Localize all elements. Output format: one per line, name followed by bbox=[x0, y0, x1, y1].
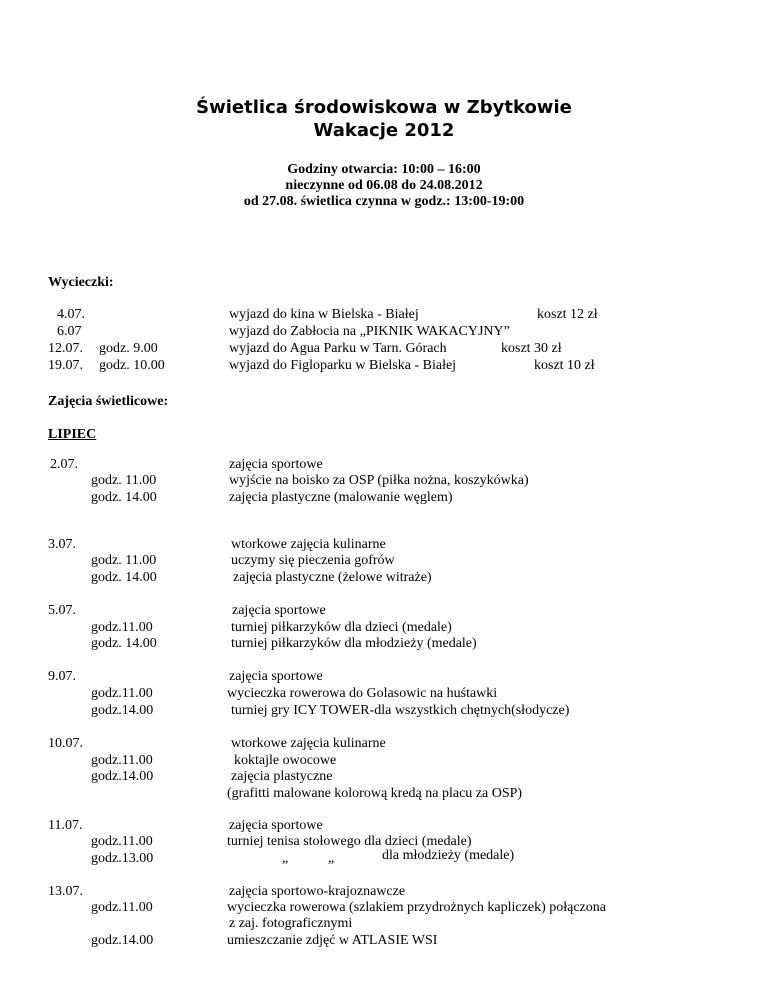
activity-line: (grafitti malowane kolorową kredą na placu za OSP) bbox=[227, 786, 523, 801]
trip-date: 12.07. bbox=[48, 341, 83, 356]
activity-line: dla młodzieży (medale) bbox=[382, 848, 515, 863]
trip-description: wyjazd do Agua Parku w Tarn. Górach bbox=[229, 341, 447, 356]
ditto-mark: „ bbox=[328, 851, 335, 866]
day-time: godz.11.00 bbox=[91, 686, 153, 701]
trip-cost: koszt 10 zł bbox=[534, 358, 595, 373]
activity-line: z zaj. fotograficznymi bbox=[229, 916, 353, 931]
day-time: godz.11.00 bbox=[91, 900, 153, 915]
activity-line: turniej gry ICY TOWER-dla wszystkich chętnych(słodycze) bbox=[231, 703, 570, 718]
day-date: 13.07. bbox=[48, 884, 83, 899]
day-date: 9.07. bbox=[48, 669, 76, 684]
day-date: 3.07. bbox=[48, 537, 76, 552]
activity-line: zajęcia plastyczne (malowanie węglem) bbox=[229, 490, 453, 505]
day-time: godz. 14.00 bbox=[91, 636, 157, 651]
activity-line: zajęcia plastyczne (żelowe witraże) bbox=[233, 570, 432, 585]
activity-line: zajęcia sportowo-krajoznawcze bbox=[229, 884, 406, 899]
activity-line: zajęcia sportowe bbox=[229, 457, 323, 472]
day-time: godz.11.00 bbox=[91, 753, 153, 768]
trip-date: 6.07 bbox=[57, 324, 82, 339]
day-time: godz.11.00 bbox=[91, 620, 153, 635]
trip-date: 4.07. bbox=[57, 307, 85, 322]
activity-line: zajęcia plastyczne bbox=[231, 769, 333, 784]
august-hours-line: od 27.08. świetlica czynna w godz.: 13:00-19:00 bbox=[243, 194, 525, 209]
day-time: godz.14.00 bbox=[91, 933, 154, 948]
day-date: 5.07. bbox=[48, 603, 76, 618]
trip-description: wyjazd do kina w Bielska - Białej bbox=[229, 307, 419, 322]
trip-time: godz. 10.00 bbox=[99, 358, 165, 373]
day-date: 10.07. bbox=[48, 736, 83, 751]
trip-description: wyjazd do Zabłocia na „PIKNIK WAKACYJNY” bbox=[229, 324, 510, 339]
activity-line: wycieczka rowerowa (szlakiem przydrożnych kapliczek) połączona bbox=[227, 900, 606, 915]
activity-line: umieszczanie zdjęć w ATLASIE WSI bbox=[227, 933, 438, 948]
day-time: godz.11.00 bbox=[91, 834, 153, 849]
day-time: godz. 14.00 bbox=[91, 570, 157, 585]
activity-line: wyjście na boisko za OSP (piłka nożna, koszykówka) bbox=[229, 473, 529, 488]
day-time: godz.14.00 bbox=[91, 769, 154, 784]
trips-heading: Wycieczki: bbox=[48, 275, 114, 290]
trip-date: 19.07. bbox=[48, 358, 83, 373]
activity-line: zajęcia sportowe bbox=[229, 669, 323, 684]
day-time: godz.13.00 bbox=[91, 851, 154, 866]
trip-time: godz. 9.00 bbox=[99, 341, 158, 356]
trip-description: wyjazd do Figloparku w Bielska - Białej bbox=[229, 358, 457, 373]
activity-line: zajęcia sportowe bbox=[229, 818, 323, 833]
activity-line: wtorkowe zajęcia kulinarne bbox=[231, 736, 386, 751]
page-title: Świetlica środowiskowa w Zbytkowie bbox=[196, 97, 572, 118]
activity-line: zajęcia sportowe bbox=[232, 603, 326, 618]
day-time: godz. 11.00 bbox=[91, 473, 157, 488]
trip-cost: koszt 30 zł bbox=[501, 341, 562, 356]
day-time: godz.14.00 bbox=[91, 703, 154, 718]
activity-line: turniej piłkarzyków dla dzieci (medale) bbox=[231, 620, 452, 635]
page-subtitle: Wakacje 2012 bbox=[313, 120, 455, 141]
activity-line: turniej piłkarzyków dla młodzieży (medale) bbox=[231, 636, 477, 651]
activity-line: uczymy się pieczenia gofrów bbox=[231, 553, 395, 568]
day-date: 11.07. bbox=[48, 818, 83, 833]
activity-line: turniej tenisa stołowego dla dzieci (medale) bbox=[227, 834, 472, 849]
closed-period-line: nieczynne od 06.08 do 24.08.2012 bbox=[285, 178, 483, 193]
activity-line: wtorkowe zajęcia kulinarne bbox=[231, 537, 386, 552]
trip-cost: koszt 12 zł bbox=[537, 307, 598, 322]
day-date: 2.07. bbox=[50, 457, 78, 472]
day-time: godz. 11.00 bbox=[91, 553, 157, 568]
activity-line: koktajle owocowe bbox=[234, 753, 337, 768]
activities-heading: Zajęcia świetlicowe: bbox=[48, 394, 169, 409]
activity-line: wycieczka rowerowa do Golasowic na huśtawki bbox=[227, 686, 498, 701]
ditto-mark: „ bbox=[282, 851, 289, 866]
day-time: godz. 14.00 bbox=[91, 490, 157, 505]
month-heading: LIPIEC bbox=[48, 427, 97, 442]
opening-hours-line: Godziny otwarcia: 10:00 – 16:00 bbox=[287, 162, 481, 177]
